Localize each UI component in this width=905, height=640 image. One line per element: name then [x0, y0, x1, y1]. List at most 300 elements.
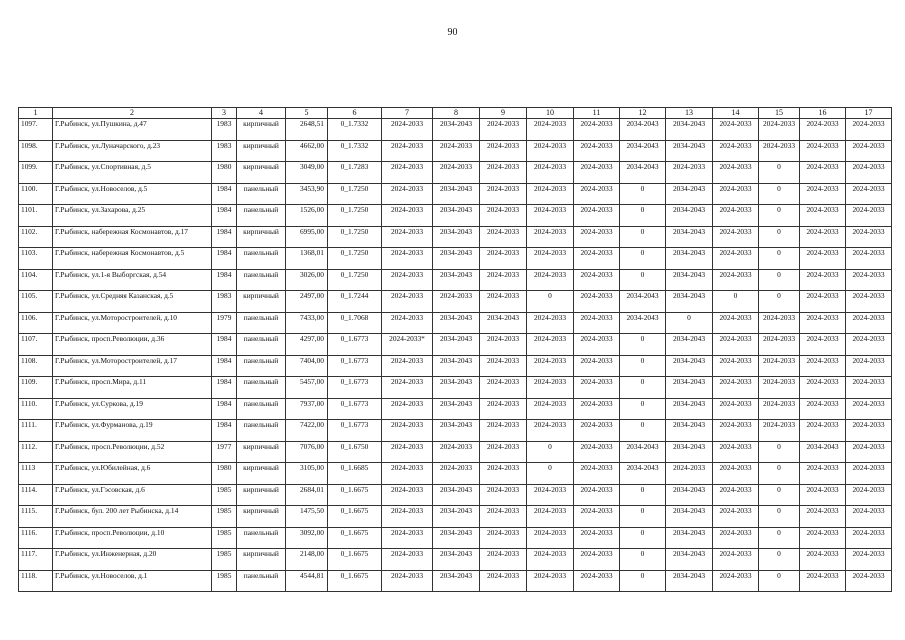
table-row — [19, 226, 892, 248]
table-cell: 2024-2033 — [846, 162, 892, 184]
table-row — [19, 463, 892, 485]
table-cell: 0 — [620, 183, 666, 205]
table-cell: кирпичный — [237, 506, 286, 528]
table-cell: 7937,00 — [286, 398, 328, 420]
column-header: 2 — [53, 108, 212, 119]
table-cell: 0 — [759, 506, 800, 528]
column-header: 15 — [759, 108, 800, 119]
table-cell: Г.Рыбинск, ул.Спортивная, д.5 — [53, 162, 212, 184]
table-cell: 1102. — [19, 226, 53, 248]
table-cell: 2024-2033 — [846, 312, 892, 334]
table-cell: 2034-2043 — [666, 527, 713, 549]
table-cell: 2024-2033 — [480, 506, 527, 528]
table-cell: кирпичный — [237, 226, 286, 248]
table-cell: 3049,00 — [286, 162, 328, 184]
table-cell: 2024-2033 — [800, 312, 846, 334]
table-cell: 2024-2033 — [527, 140, 574, 162]
table-cell: 2024-2033 — [574, 463, 620, 485]
table-cell: 0 — [759, 484, 800, 506]
table-cell: 0 — [527, 441, 574, 463]
column-header: 16 — [800, 108, 846, 119]
table-cell: 1104. — [19, 269, 53, 291]
table-cell: 0 — [620, 420, 666, 442]
table-cell: 2024-2033 — [480, 140, 527, 162]
table-cell: 1100. — [19, 183, 53, 205]
table-cell: 2024-2033 — [480, 334, 527, 356]
table-row — [19, 549, 892, 571]
column-header: 10 — [527, 108, 574, 119]
table-cell: 0 — [759, 205, 800, 227]
table-cell: 2024-2033 — [527, 398, 574, 420]
table-cell: 2034-2043 — [666, 398, 713, 420]
table-cell: 0_1.7332 — [328, 140, 382, 162]
table-cell: 2024-2033 — [846, 248, 892, 270]
table-cell: 2024-2033 — [433, 140, 480, 162]
table-cell: 2024-2033 — [713, 463, 759, 485]
table-cell: 2024-2033 — [527, 570, 574, 592]
table-cell: кирпичный — [237, 140, 286, 162]
table-cell: 2024-2033 — [666, 463, 713, 485]
table-cell: 1113 — [19, 463, 53, 485]
table-cell: 2024-2033 — [382, 226, 433, 248]
table-cell: 2024-2033 — [480, 248, 527, 270]
column-header: 4 — [237, 108, 286, 119]
table-cell: 0_1.7250 — [328, 183, 382, 205]
table-cell: 2024-2033 — [382, 205, 433, 227]
table-cell: 2034-2043 — [433, 226, 480, 248]
table-cell: 2034-2043 — [666, 334, 713, 356]
table-cell: 2024-2033 — [382, 312, 433, 334]
table-cell: 1118. — [19, 570, 53, 592]
table-cell: 2024-2033 — [527, 420, 574, 442]
table-cell: 0_1.7068 — [328, 312, 382, 334]
table-cell: 2024-2033 — [433, 463, 480, 485]
table-row — [19, 205, 892, 227]
table-row — [19, 527, 892, 549]
column-header: 13 — [666, 108, 713, 119]
table-cell: 2024-2033 — [480, 377, 527, 399]
table-cell: 1110. — [19, 398, 53, 420]
table-cell: 2024-2033 — [846, 119, 892, 141]
column-header: 17 — [846, 108, 892, 119]
table-cell: 2034-2043 — [666, 269, 713, 291]
table-row — [19, 248, 892, 270]
table-cell: 2034-2043 — [433, 183, 480, 205]
table-cell: 2024-2033 — [382, 291, 433, 313]
table-cell: 2024-2033 — [713, 549, 759, 571]
table-cell: 1984 — [212, 398, 237, 420]
table-cell: 0 — [759, 463, 800, 485]
table-cell: 2034-2043 — [666, 183, 713, 205]
table-cell: 1984 — [212, 183, 237, 205]
table-cell: 2024-2033 — [713, 527, 759, 549]
table-cell: 0 — [620, 549, 666, 571]
table-cell: Г.Рыбинск, ул.Новоселов, д.5 — [53, 183, 212, 205]
table-cell: 4297,00 — [286, 334, 328, 356]
table-cell: кирпичный — [237, 119, 286, 141]
table-cell: 0 — [620, 570, 666, 592]
table-cell: панельный — [237, 248, 286, 270]
table-cell: 2024-2033 — [574, 140, 620, 162]
table-cell: 0_1.6773 — [328, 420, 382, 442]
table-cell: Г.Рыбинск, ул.Суркова, д.19 — [53, 398, 212, 420]
table-cell: 2024-2033 — [800, 226, 846, 248]
table-cell: 0 — [620, 355, 666, 377]
table-cell: 2024-2033 — [382, 506, 433, 528]
table-cell: 2024-2033 — [846, 570, 892, 592]
table-cell: 2024-2033 — [480, 355, 527, 377]
table-cell: 2034-2043 — [666, 119, 713, 141]
table-cell: 1526,00 — [286, 205, 328, 227]
table-cell: 2034-2043 — [480, 312, 527, 334]
table-row — [19, 355, 892, 377]
table-cell: 2024-2033 — [800, 269, 846, 291]
table-cell: панельный — [237, 205, 286, 227]
table-cell: 2024-2033 — [382, 377, 433, 399]
table-cell: 1985 — [212, 527, 237, 549]
table-cell: 2024-2033 — [800, 463, 846, 485]
table-cell: 2024-2033 — [713, 183, 759, 205]
table-cell: панельный — [237, 334, 286, 356]
table-cell: 0_1.6675 — [328, 506, 382, 528]
table-cell: Г.Рыбинск, ул.Моторостроителей, д.10 — [53, 312, 212, 334]
table-cell: 2024-2033 — [574, 527, 620, 549]
table-row — [19, 398, 892, 420]
table-cell: 2034-2043 — [433, 355, 480, 377]
table-cell: 0 — [759, 570, 800, 592]
table-cell: 2024-2033 — [574, 248, 620, 270]
table-cell: 5457,00 — [286, 377, 328, 399]
table-cell: 2024-2033 — [382, 570, 433, 592]
table-cell: 0 — [759, 183, 800, 205]
table-cell: 0_1.6750 — [328, 441, 382, 463]
table-cell: 1984 — [212, 226, 237, 248]
column-header: 9 — [480, 108, 527, 119]
table-cell: Г.Рыбинск, набережная Космонавтов, д.17 — [53, 226, 212, 248]
table-cell: 2024-2033 — [480, 484, 527, 506]
table-cell: 2024-2033 — [800, 334, 846, 356]
table-cell: 2024-2033 — [800, 248, 846, 270]
table-cell: 2034-2043 — [666, 549, 713, 571]
table-cell: 0 — [620, 205, 666, 227]
table-cell: Г.Рыбинск, ул.Гэсовская, д.6 — [53, 484, 212, 506]
table-cell: 0 — [759, 291, 800, 313]
table-cell: 2024-2033* — [382, 334, 433, 356]
table-cell: 0_1.7250 — [328, 269, 382, 291]
table-cell: 0_1.7244 — [328, 291, 382, 313]
table-cell: панельный — [237, 420, 286, 442]
table-cell: 2024-2033 — [480, 420, 527, 442]
table-cell: 2024-2033 — [759, 334, 800, 356]
table-cell: 2034-2043 — [666, 205, 713, 227]
table-cell: 2024-2033 — [713, 269, 759, 291]
table-cell: 2024-2033 — [527, 334, 574, 356]
table-row — [19, 570, 892, 592]
table-cell: 1109. — [19, 377, 53, 399]
table-cell: 2024-2033 — [480, 183, 527, 205]
table-cell: 2024-2033 — [574, 398, 620, 420]
table-row — [19, 162, 892, 184]
table-cell: 1980 — [212, 463, 237, 485]
table-cell: 1983 — [212, 140, 237, 162]
table-cell: Г.Рыбинск, ул.Юбилейная, д.6 — [53, 463, 212, 485]
table-cell: Г.Рыбинск, просп.Мира, д.11 — [53, 377, 212, 399]
table-cell: 2024-2033 — [480, 205, 527, 227]
table-cell: панельный — [237, 183, 286, 205]
table-cell: кирпичный — [237, 441, 286, 463]
table-cell: 2034-2043 — [800, 441, 846, 463]
table-cell: 2034-2043 — [666, 226, 713, 248]
table-row — [19, 312, 892, 334]
table-row — [19, 140, 892, 162]
table-cell: 1101. — [19, 205, 53, 227]
table-cell: 0 — [759, 226, 800, 248]
table-cell: 2024-2033 — [713, 484, 759, 506]
table-cell: 0_1.6675 — [328, 549, 382, 571]
table-cell: 2024-2033 — [527, 162, 574, 184]
housing-table — [18, 107, 892, 592]
table-cell: 0 — [759, 527, 800, 549]
table-cell: 2034-2043 — [433, 398, 480, 420]
table-cell: 2024-2033 — [666, 162, 713, 184]
table-cell: 2034-2043 — [620, 312, 666, 334]
table-cell: 2034-2043 — [666, 570, 713, 592]
table-cell: 2024-2033 — [800, 205, 846, 227]
table-cell: панельный — [237, 527, 286, 549]
table-cell: 2024-2033 — [527, 205, 574, 227]
table-cell: 0 — [759, 269, 800, 291]
table-cell: 1114. — [19, 484, 53, 506]
table-cell: 0_1.6675 — [328, 484, 382, 506]
table-row — [19, 377, 892, 399]
table-cell: 2034-2043 — [620, 119, 666, 141]
table-cell: 2034-2043 — [433, 506, 480, 528]
column-header: 11 — [574, 108, 620, 119]
table-cell: Г.Рыбинск, просп.Революции, д.52 — [53, 441, 212, 463]
table-cell: 1977 — [212, 441, 237, 463]
column-header: 1 — [19, 108, 53, 119]
column-header: 3 — [212, 108, 237, 119]
table-cell: 4662,00 — [286, 140, 328, 162]
table-cell: панельный — [237, 398, 286, 420]
table-cell: 2024-2033 — [846, 226, 892, 248]
table-cell: Г.Рыбинск, просп.Революции, д.36 — [53, 334, 212, 356]
table-cell: 1097. — [19, 119, 53, 141]
table-cell: 2024-2033 — [846, 398, 892, 420]
table-cell: 2024-2033 — [574, 183, 620, 205]
table-cell: 1985 — [212, 570, 237, 592]
table-cell: 2024-2033 — [527, 484, 574, 506]
table-cell: 2024-2033 — [480, 549, 527, 571]
table-cell: 2024-2033 — [846, 377, 892, 399]
table-cell: 2024-2033 — [382, 441, 433, 463]
table-cell: 2024-2033 — [480, 527, 527, 549]
table-cell: 1985 — [212, 549, 237, 571]
column-header: 14 — [713, 108, 759, 119]
table-cell: 2024-2033 — [574, 205, 620, 227]
column-header: 6 — [328, 108, 382, 119]
table-cell: Г.Рыбинск, просп.Революции, д.10 — [53, 527, 212, 549]
table-cell: 2024-2033 — [480, 291, 527, 313]
table-cell: 2024-2033 — [713, 248, 759, 270]
table-cell: Г.Рыбинск, ул.1-я Выборгская, д.54 — [53, 269, 212, 291]
table-cell: 2034-2043 — [433, 205, 480, 227]
table-cell: 2024-2033 — [800, 506, 846, 528]
table-cell: 0_1.6773 — [328, 334, 382, 356]
table-cell: 2024-2033 — [800, 162, 846, 184]
table-cell: 1098. — [19, 140, 53, 162]
table-cell: 2034-2043 — [620, 140, 666, 162]
table-cell: 0 — [620, 269, 666, 291]
table-cell: 0 — [759, 248, 800, 270]
table-cell: 2024-2033 — [846, 140, 892, 162]
table-cell: 1985 — [212, 506, 237, 528]
table-cell: 1979 — [212, 312, 237, 334]
table-cell: 6995,00 — [286, 226, 328, 248]
table-cell: 2024-2033 — [713, 334, 759, 356]
table-cell: Г.Рыбинск, бул. 200 лет Рыбинска, д.14 — [53, 506, 212, 528]
table-cell: 2024-2033 — [382, 269, 433, 291]
table-cell: Г.Рыбинск, ул.Фурманова, д.19 — [53, 420, 212, 442]
table-cell: 2024-2033 — [713, 506, 759, 528]
table-cell: 2024-2033 — [800, 420, 846, 442]
table-cell: 2024-2033 — [527, 183, 574, 205]
table-cell: 2024-2033 — [759, 398, 800, 420]
table-row — [19, 291, 892, 313]
table-cell: 2497,00 — [286, 291, 328, 313]
page-number: 90 — [447, 27, 458, 38]
table-cell: 2034-2043 — [666, 355, 713, 377]
table-cell: 2024-2033 — [480, 463, 527, 485]
table-row — [19, 506, 892, 528]
table-cell: панельный — [237, 377, 286, 399]
table-cell: панельный — [237, 355, 286, 377]
table-cell: 2034-2043 — [433, 248, 480, 270]
table-cell: 2024-2033 — [846, 420, 892, 442]
table-cell: 0 — [759, 162, 800, 184]
table-cell: 1099. — [19, 162, 53, 184]
table-cell: 0_1.6685 — [328, 463, 382, 485]
table-cell: 0_1.6773 — [328, 355, 382, 377]
table-cell: 2024-2033 — [382, 463, 433, 485]
table-cell: 2024-2033 — [800, 377, 846, 399]
table-row — [19, 420, 892, 442]
table-cell: 0_1.6773 — [328, 398, 382, 420]
table-cell: 2024-2033 — [527, 312, 574, 334]
table-cell: 2024-2033 — [800, 398, 846, 420]
table-cell: 1107. — [19, 334, 53, 356]
table-cell: 2024-2033 — [574, 226, 620, 248]
table-cell: 2024-2033 — [574, 291, 620, 313]
table-cell: 0 — [620, 334, 666, 356]
table-cell: 1475,50 — [286, 506, 328, 528]
table-cell: 2024-2033 — [574, 269, 620, 291]
table-cell: 2024-2033 — [382, 248, 433, 270]
table-cell: 2024-2033 — [480, 398, 527, 420]
table-cell: 2024-2033 — [382, 183, 433, 205]
table-cell: кирпичный — [237, 291, 286, 313]
table-cell: 2024-2033 — [713, 205, 759, 227]
table-cell: 2024-2033 — [713, 398, 759, 420]
table-cell: панельный — [237, 269, 286, 291]
table-cell: 1984 — [212, 377, 237, 399]
table-cell: 2034-2043 — [433, 484, 480, 506]
table-cell: 2024-2033 — [759, 377, 800, 399]
table-cell: 2024-2033 — [846, 549, 892, 571]
table-cell: 0 — [527, 463, 574, 485]
table-cell: Г.Рыбинск, ул.Луначарского, д.23 — [53, 140, 212, 162]
table-cell: 2024-2033 — [574, 162, 620, 184]
table-cell: 1103. — [19, 248, 53, 270]
column-header: 5 — [286, 108, 328, 119]
table-cell: 1117. — [19, 549, 53, 571]
table-cell: 1984 — [212, 355, 237, 377]
table-cell: 2034-2043 — [666, 441, 713, 463]
table-cell: 2034-2043 — [433, 570, 480, 592]
table-cell: 0 — [759, 549, 800, 571]
table-cell: 1116. — [19, 527, 53, 549]
table-cell: 2034-2043 — [666, 291, 713, 313]
table-cell: 2024-2033 — [527, 506, 574, 528]
table-cell: 2024-2033 — [759, 119, 800, 141]
table-cell: 2024-2033 — [480, 226, 527, 248]
table-cell: кирпичный — [237, 549, 286, 571]
table-cell: 1980 — [212, 162, 237, 184]
table-cell: 2034-2043 — [666, 248, 713, 270]
table-cell: 2024-2033 — [433, 441, 480, 463]
table-cell: 2024-2033 — [433, 291, 480, 313]
table-cell: 2024-2033 — [382, 119, 433, 141]
table-cell: 2024-2033 — [574, 441, 620, 463]
table-cell: 0 — [620, 398, 666, 420]
table-cell: 2024-2033 — [846, 269, 892, 291]
table-cell: 0 — [759, 441, 800, 463]
table-row — [19, 334, 892, 356]
table-cell: 0_1.6675 — [328, 527, 382, 549]
table-cell: 2024-2033 — [846, 355, 892, 377]
table-cell: 2024-2033 — [846, 527, 892, 549]
table-cell: 1106. — [19, 312, 53, 334]
table-cell: 2024-2033 — [382, 527, 433, 549]
table-cell: 0 — [620, 484, 666, 506]
table-cell: Г.Рыбинск, ул.Новоселов, д.1 — [53, 570, 212, 592]
table-cell: 2024-2033 — [480, 441, 527, 463]
table-cell: 0 — [620, 527, 666, 549]
table-cell: 1368,01 — [286, 248, 328, 270]
column-header: 8 — [433, 108, 480, 119]
table-cell: 2034-2043 — [620, 162, 666, 184]
table-cell: 2024-2033 — [574, 484, 620, 506]
table-cell: 2024-2033 — [527, 377, 574, 399]
table-cell: 2024-2033 — [574, 355, 620, 377]
table-cell: 2034-2043 — [620, 463, 666, 485]
table-cell: 2024-2033 — [382, 140, 433, 162]
table-cell: панельный — [237, 570, 286, 592]
table-cell: 2024-2033 — [382, 484, 433, 506]
table-cell: 2024-2033 — [574, 119, 620, 141]
table-cell: 2024-2033 — [800, 527, 846, 549]
table-cell: 2024-2033 — [480, 162, 527, 184]
table-cell: 2034-2043 — [666, 484, 713, 506]
table-cell: 2034-2043 — [433, 334, 480, 356]
table-cell: 2034-2043 — [620, 441, 666, 463]
table-cell: 2024-2033 — [527, 527, 574, 549]
table-header — [19, 108, 892, 119]
table-cell: 0 — [620, 506, 666, 528]
table-cell: 2024-2033 — [433, 162, 480, 184]
table-cell: 2024-2033 — [846, 291, 892, 313]
table-cell: Г.Рыбинск, ул.Захарова, д.25 — [53, 205, 212, 227]
